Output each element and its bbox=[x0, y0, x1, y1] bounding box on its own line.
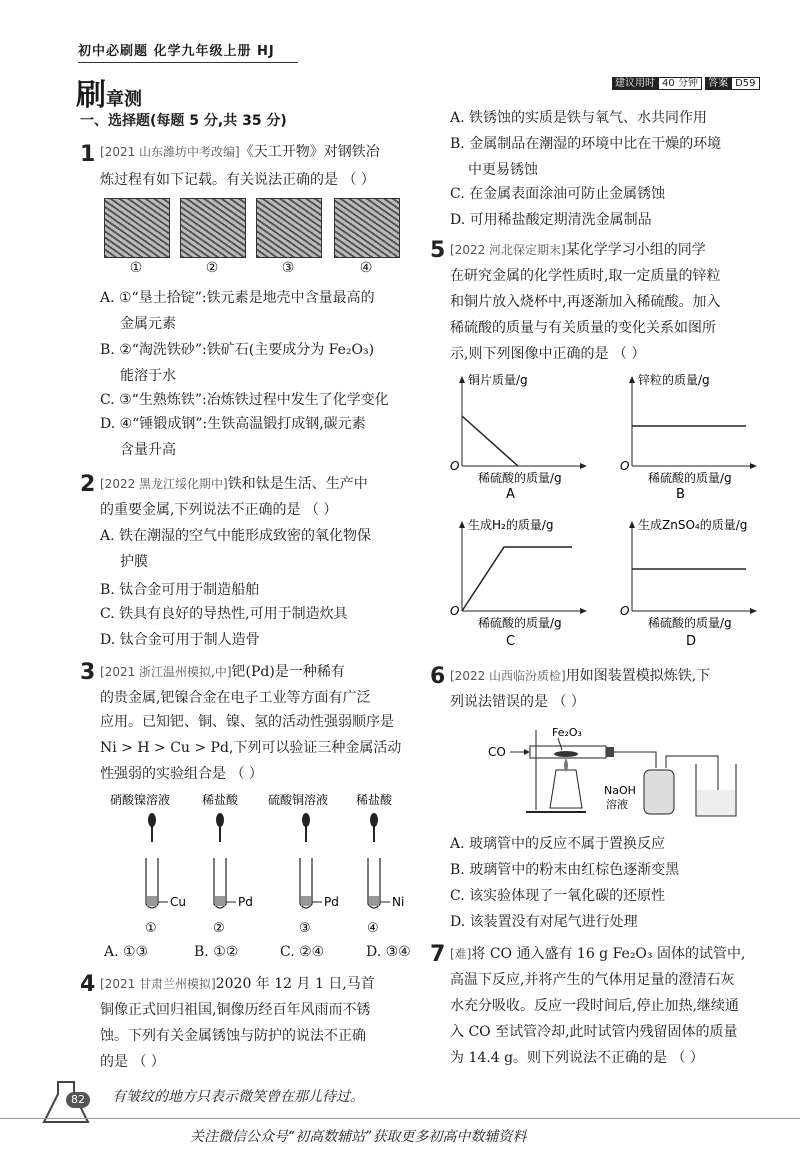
section-title: 一、选择题(每题 5 分,共 35 分) bbox=[80, 113, 287, 129]
q7-number: 7 bbox=[430, 942, 446, 967]
svg-text:O: O bbox=[450, 459, 460, 473]
watermark-note: 关注微信公众号“初高数辅站”获取更多初高中数辅资料 bbox=[190, 1129, 527, 1145]
q2-option-c: C. 铁具有良好的导热性,可用于制造炊具 bbox=[100, 606, 348, 622]
brand-small: 章测 bbox=[106, 89, 142, 110]
tube-title-3: 硫酸铜溶液 bbox=[268, 793, 329, 807]
tube-title-2: 稀盐酸 bbox=[202, 793, 239, 807]
q5-line-2: 在研究金属的化学性质时,取一定质量的锌粒 bbox=[450, 268, 721, 284]
page-motto: 有皱纹的地方只表示微笑曾在那儿待过。 bbox=[112, 1089, 364, 1105]
svg-text:生成ZnSO₄的质量/g: 生成ZnSO₄的质量/g bbox=[638, 518, 748, 532]
time-value: 40 分钟 bbox=[658, 77, 702, 90]
q6-option-d: D. 该装置没有对尾气进行处理 bbox=[450, 914, 638, 930]
dropper-4 bbox=[370, 813, 378, 842]
q7-line-3: 水充分吸收。反应一段时间后,停止加热,继续通 bbox=[450, 998, 739, 1014]
q4-tag: [2021 甘肃兰州模拟] bbox=[100, 977, 216, 991]
svg-text:稀硫酸的质量/g: 稀硫酸的质量/g bbox=[478, 616, 562, 630]
q1-image-4 bbox=[334, 198, 400, 258]
q2-option-d: D. 钛合金可用于制人造骨 bbox=[100, 632, 260, 648]
svg-text:生成H₂的质量/g: 生成H₂的质量/g bbox=[468, 518, 554, 532]
q1-option-a-cont: 金属元素 bbox=[120, 316, 176, 332]
q7-line-1: [难]将 CO 通入盛有 16 g Fe₂O₃ 固体的试管中, bbox=[450, 946, 746, 962]
footer-divider bbox=[0, 1118, 800, 1119]
q1-image-label-3: ③ bbox=[281, 260, 295, 276]
q1-image-2 bbox=[180, 198, 246, 258]
svg-text:Fe₂O₃: Fe₂O₃ bbox=[552, 726, 582, 739]
q1-option-a: A. ①“垦土拾锭”:铁元素是地壳中含量最高的 bbox=[100, 290, 375, 306]
tube-title-1: 硝酸镍溶液 bbox=[110, 793, 171, 807]
q7-tag: [难] bbox=[450, 947, 472, 961]
svg-text:O: O bbox=[620, 604, 630, 618]
svg-text:CO: CO bbox=[488, 745, 506, 759]
q7-line-2: 高温下反应,并将产生的气体用足量的澄清石灰 bbox=[450, 972, 735, 988]
svg-text:A: A bbox=[506, 487, 515, 500]
q4-line-2: 铜像正式回归祖国,铜像历经百年风雨而不锈 bbox=[100, 1002, 371, 1018]
graph-b bbox=[618, 370, 768, 500]
q6-number: 6 bbox=[430, 664, 446, 689]
q1-option-d-cont: 含量升高 bbox=[120, 442, 176, 458]
q4-line-4: 的是 （ ） bbox=[100, 1054, 165, 1070]
q6-line-2: 列说法错误的是 （ ） bbox=[450, 694, 585, 710]
q3-line-2: 的贵金属,钯镍合金在电子工业等方面有广泛 bbox=[100, 690, 371, 706]
q3-option-c: C. ②④ bbox=[280, 944, 325, 960]
svg-text:溶液: 溶液 bbox=[606, 798, 628, 811]
q1-option-b: B. ②“淘洗铁砂”:铁矿石(主要成分为 Fe₂O₃) bbox=[100, 342, 375, 358]
q1-option-c: C. ③“生熟炼铁”:冶炼铁过程中发生了化学变化 bbox=[100, 392, 389, 408]
q1-image-3 bbox=[256, 198, 322, 258]
svg-text:稀硫酸的质量/g: 稀硫酸的质量/g bbox=[648, 616, 732, 630]
q5-line-4: 稀硫酸的质量与有关质量的变化关系如图所 bbox=[450, 320, 716, 336]
tube-num-1: ① bbox=[145, 921, 157, 936]
page-number: 82 bbox=[66, 1092, 90, 1108]
svg-text:锌粒的质量/g: 锌粒的质量/g bbox=[638, 373, 710, 387]
svg-text:B: B bbox=[676, 487, 685, 500]
q4-line-3: 蚀。下列有关金属锈蚀与防护的说法不正确 bbox=[100, 1028, 366, 1044]
q4-line-1: [2021 甘肃兰州模拟]2020 年 12 月 1 日,马首 bbox=[100, 976, 375, 992]
q6-tag: [2022 山西临汾质检] bbox=[450, 669, 566, 683]
book-title: 初中必刷题 化学九年级上册 HJ bbox=[78, 44, 275, 59]
svg-text:O: O bbox=[620, 459, 630, 473]
q3-line-4: Ni > H > Cu > Pd,下列可以验证三种金属活动 bbox=[100, 740, 402, 756]
q1-image-label-1: ① bbox=[129, 260, 143, 276]
svg-text:D: D bbox=[686, 634, 697, 649]
q2-line-2: 的重要金属,下列说法不正确的是 （ ） bbox=[100, 502, 338, 518]
chapter-test-brand bbox=[76, 70, 142, 114]
q4-option-b: B. 金属制品在潮湿的环境中比在干燥的环境 bbox=[450, 136, 722, 152]
q3-test-tubes-figure bbox=[100, 790, 420, 940]
header-divider bbox=[78, 62, 298, 63]
tube-metal-2: Pd bbox=[238, 895, 253, 909]
q4-option-c: C. 在金属表面涂油可防止金属锈蚀 bbox=[450, 186, 666, 202]
q6-apparatus bbox=[486, 720, 746, 830]
q5-line-3: 和铜片放入烧杯中,再逐渐加入稀硫酸。加入 bbox=[450, 294, 721, 310]
svg-text:NaOH: NaOH bbox=[604, 784, 636, 797]
q3-number: 3 bbox=[80, 660, 96, 685]
tube-num-4: ④ bbox=[367, 921, 379, 936]
q1-line-2: 炼过程有如下记载。有关说法正确的是 （ ） bbox=[100, 172, 375, 188]
q1-option-d: D. ④“锤锻成钢”:生铁高温锻打成钢,碳元素 bbox=[100, 416, 366, 432]
q2-number: 2 bbox=[80, 472, 96, 497]
q3-line-3: 应用。已知钯、铜、镍、氢的活动性强弱顺序是 bbox=[100, 714, 394, 730]
q7-line-5: 为 14.4 g。则下列说法不正确的是 （ ） bbox=[450, 1050, 704, 1066]
svg-text:稀硫酸的质量/g: 稀硫酸的质量/g bbox=[478, 471, 562, 485]
time-answer-box bbox=[612, 74, 760, 89]
q2-option-b: B. 钛合金可用于制造船舶 bbox=[100, 582, 260, 598]
q3-option-a: A. ①③ bbox=[104, 944, 149, 960]
svg-text:稀硫酸的质量/g: 稀硫酸的质量/g bbox=[648, 471, 732, 485]
q6-line-1: [2022 山西临汾质检]用如图装置模拟炼铁,下 bbox=[450, 668, 711, 684]
q4-number: 4 bbox=[80, 972, 96, 997]
time-label: 建议用时 bbox=[612, 77, 658, 90]
q3-line-1: [2021 浙江温州模拟,中]钯(Pd)是一种稀有 bbox=[100, 664, 345, 680]
q3-option-d: D. ③④ bbox=[366, 944, 411, 960]
brand-big: 刷 bbox=[76, 78, 106, 113]
q5-number: 5 bbox=[430, 238, 446, 263]
q1-line-1: [2021 山东潍坊中考改编]《天工开物》对钢铁冶 bbox=[100, 144, 380, 160]
answer-value: D59 bbox=[731, 77, 759, 90]
q5-tag: [2022 河北保定期末] bbox=[450, 243, 566, 257]
q6-option-c: C. 该实验体现了一氧化碳的还原性 bbox=[450, 888, 666, 904]
tube-title-4: 稀盐酸 bbox=[356, 793, 393, 807]
q4-option-d: D. 可用稀盐酸定期清洗金属制品 bbox=[450, 212, 652, 228]
q3-option-b: B. ①② bbox=[194, 944, 239, 960]
tube-metal-3: Pd bbox=[324, 895, 339, 909]
q4-option-b-cont: 中更易锈蚀 bbox=[468, 162, 538, 178]
q5-line-1: [2022 河北保定期末]某化学学习小组的同学 bbox=[450, 242, 706, 258]
q1-image-label-4: ④ bbox=[359, 260, 373, 276]
graph-a bbox=[448, 370, 598, 500]
svg-text:O: O bbox=[450, 604, 460, 618]
q2-option-a: A. 铁在潮湿的空气中能形成致密的氧化物保 bbox=[100, 528, 372, 544]
tube-num-2: ② bbox=[213, 921, 225, 936]
svg-text:铜片质量/g: 铜片质量/g bbox=[468, 373, 528, 387]
q4-option-a: A. 铁锈蚀的实质是铁与氧气、水共同作用 bbox=[450, 110, 708, 126]
dropper-1 bbox=[148, 813, 156, 842]
dropper-3 bbox=[302, 813, 310, 842]
q1-tag: [2021 山东潍坊中考改编] bbox=[100, 145, 240, 159]
tube-num-3: ③ bbox=[299, 921, 311, 936]
dropper-2 bbox=[216, 813, 224, 842]
q5-line-5: 示,则下列图像中正确的是 （ ） bbox=[450, 346, 646, 362]
q2-line-1: [2022 黑龙江绥化期中]铁和钛是生活、生产中 bbox=[100, 476, 368, 492]
q6-option-a: A. 玻璃管中的反应不属于置换反应 bbox=[450, 836, 666, 852]
q1-image-label-2: ② bbox=[205, 260, 219, 276]
q3-tag: [2021 浙江温州模拟,中] bbox=[100, 665, 232, 679]
answer-label: 答案 bbox=[705, 77, 731, 90]
q7-line-4: 入 CO 至试管冷却,此时试管内残留固体的质量 bbox=[450, 1024, 738, 1040]
graph-c bbox=[448, 515, 598, 650]
graph-d bbox=[618, 515, 778, 650]
q2-option-a-cont: 护膜 bbox=[120, 554, 148, 570]
tube-metal-1: Cu bbox=[170, 895, 186, 909]
svg-text:C: C bbox=[506, 634, 516, 649]
q2-tag: [2022 黑龙江绥化期中] bbox=[100, 477, 228, 491]
q1-image-1 bbox=[104, 198, 170, 258]
q3-line-5: 性强弱的实验组合是 （ ） bbox=[100, 766, 263, 782]
tube-metal-4: Ni bbox=[392, 895, 405, 909]
q6-option-b: B. 玻璃管中的粉末由红棕色逐渐变黑 bbox=[450, 862, 680, 878]
q1-option-b-cont: 能溶于水 bbox=[120, 368, 176, 384]
q1-number: 1 bbox=[80, 142, 96, 167]
